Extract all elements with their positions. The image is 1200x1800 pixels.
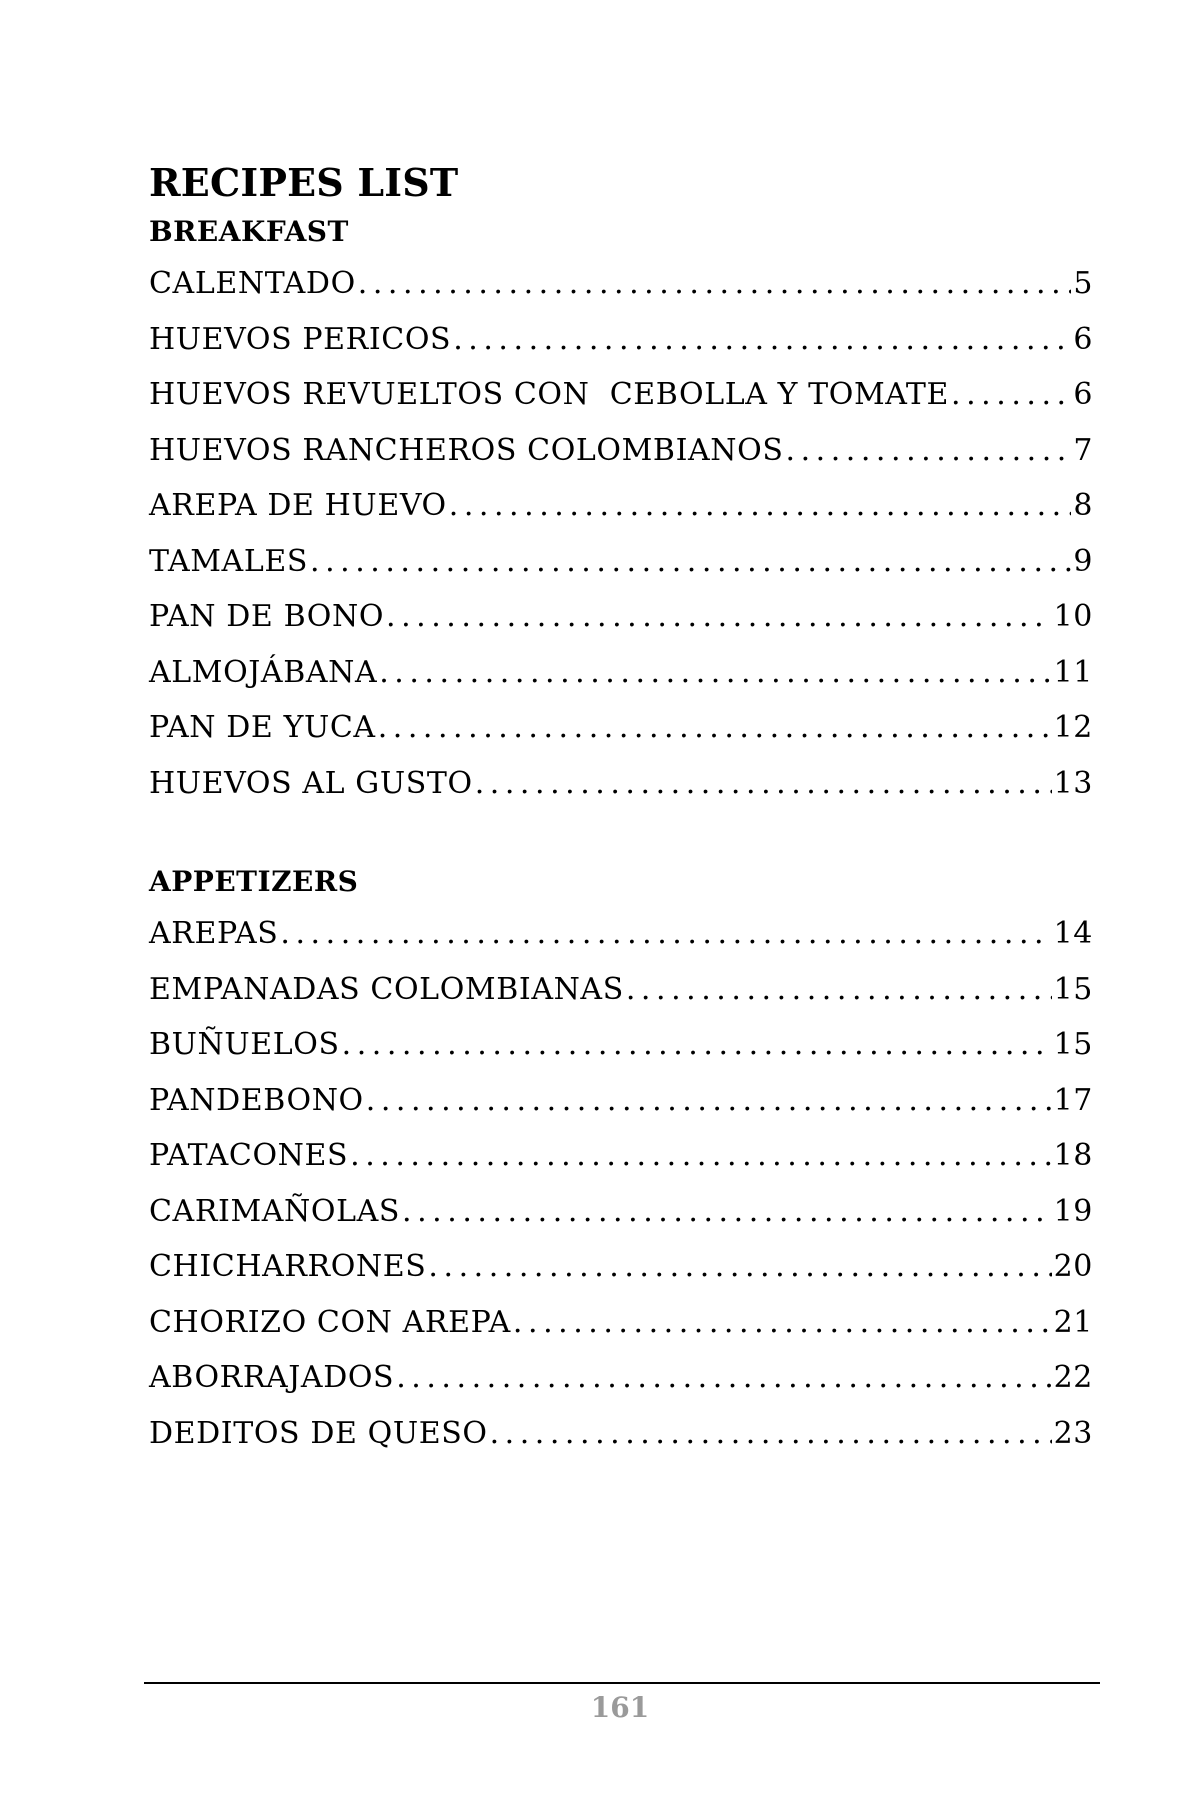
dot-leader [449, 486, 1072, 526]
entry-name: HUEVOS RANCHEROS COLOMBIANOS [149, 432, 784, 468]
dot-leader [475, 764, 1052, 804]
toc-entry[interactable] [149, 914, 1093, 970]
entry-page: 17 [1053, 1082, 1093, 1118]
dot-leader [379, 653, 1051, 693]
dot-leader [350, 1136, 1051, 1176]
entry-page: 7 [1073, 432, 1093, 468]
entry-page: 9 [1073, 543, 1093, 579]
entry-name: PAN DE BONO [149, 599, 385, 634]
entry-name: PANDEBONO [149, 1082, 364, 1118]
entry-name: EMPANADAS COLOMBIANAS [149, 971, 624, 1007]
dot-leader [513, 1303, 1052, 1343]
dot-leader [378, 708, 1052, 748]
entry-page: 20 [1053, 1249, 1093, 1284]
toc-entry[interactable] [149, 1136, 1093, 1192]
dot-leader [310, 542, 1071, 582]
entry-name: CALENTADO [149, 266, 356, 301]
toc-entry[interactable] [149, 708, 1093, 764]
entry-name: PAN DE YUCA [149, 710, 376, 745]
entry-name: DEDITOS DE QUESO [149, 1415, 488, 1451]
entry-name: AREPAS [149, 916, 279, 951]
entry-page: 6 [1073, 321, 1093, 357]
entry-page: 14 [1053, 916, 1093, 951]
entry-name: BUÑUELOS [149, 1027, 340, 1062]
toc-entry[interactable] [149, 264, 1093, 320]
page-title: RECIPES LIST [149, 160, 459, 205]
section-appetizers [149, 864, 1093, 1469]
toc-entry[interactable] [149, 1025, 1093, 1081]
entry-page: 13 [1053, 765, 1093, 801]
toc-entry[interactable] [149, 970, 1093, 1026]
entry-page: 15 [1053, 971, 1093, 1007]
dot-leader [280, 914, 1051, 954]
entry-page: 8 [1073, 488, 1093, 523]
toc-entry[interactable] [149, 1414, 1093, 1470]
entry-name: PATACONES [149, 1138, 349, 1173]
entry-name: HUEVOS REVUELTOS CON CEBOLLA Y TOMATE [149, 377, 950, 412]
dot-leader [366, 1081, 1052, 1121]
dot-leader [396, 1358, 1051, 1398]
dot-leader [490, 1414, 1052, 1454]
page-number: 161 [590, 1691, 650, 1724]
toc-entry[interactable] [149, 320, 1093, 376]
toc-entry[interactable] [149, 653, 1093, 709]
toc-entry[interactable] [149, 375, 1093, 431]
entry-name: TAMALES [149, 543, 308, 579]
section-spacer [149, 819, 1093, 864]
entry-name: HUEVOS AL GUSTO [149, 765, 473, 801]
toc-entry[interactable] [149, 597, 1093, 653]
entry-name: ALMOJÁBANA [149, 654, 378, 690]
entry-page: 18 [1053, 1138, 1093, 1173]
toc-entry[interactable] [149, 542, 1093, 598]
toc-entry[interactable] [149, 1081, 1093, 1137]
toc-entry[interactable] [149, 1247, 1093, 1303]
entry-page: 15 [1053, 1027, 1093, 1062]
toc-entry[interactable] [149, 486, 1093, 542]
entry-page: 10 [1053, 599, 1093, 634]
entry-name: HUEVOS PERICOS [149, 321, 452, 357]
entry-page: 23 [1053, 1415, 1093, 1451]
dot-leader [626, 970, 1052, 1010]
dot-leader [386, 597, 1052, 637]
dot-leader [402, 1192, 1052, 1232]
toc-entry[interactable] [149, 1303, 1093, 1359]
footer-rule [144, 1682, 1100, 1684]
entry-name: CHICHARRONES [149, 1249, 427, 1284]
entry-page: 6 [1073, 377, 1093, 412]
section-breakfast [149, 214, 1093, 819]
entry-name: AREPA DE HUEVO [149, 488, 447, 523]
entry-page: 11 [1053, 654, 1093, 690]
toc-entry[interactable] [149, 764, 1093, 820]
entry-name: CHORIZO CON AREPA [149, 1304, 511, 1340]
entry-page: 21 [1053, 1304, 1093, 1340]
dot-leader [358, 264, 1072, 304]
section-title: BREAKFAST [149, 215, 349, 248]
entry-name: CARIMAÑOLAS [149, 1193, 401, 1229]
entry-name: ABORRAJADOS [149, 1360, 395, 1395]
dot-leader [342, 1025, 1052, 1065]
dot-leader [453, 320, 1071, 360]
entry-page: 12 [1053, 710, 1093, 745]
entry-page: 19 [1053, 1193, 1093, 1229]
toc-entry[interactable] [149, 1358, 1093, 1414]
entry-page: 5 [1073, 266, 1093, 301]
dot-leader [428, 1247, 1051, 1287]
recipes-list [149, 160, 1093, 1469]
toc-entry[interactable] [149, 431, 1093, 487]
section-title: APPETIZERS [149, 865, 359, 898]
dot-leader [951, 375, 1071, 415]
entry-page: 22 [1053, 1360, 1093, 1395]
toc-entry[interactable] [149, 1192, 1093, 1248]
dot-leader [786, 431, 1072, 471]
